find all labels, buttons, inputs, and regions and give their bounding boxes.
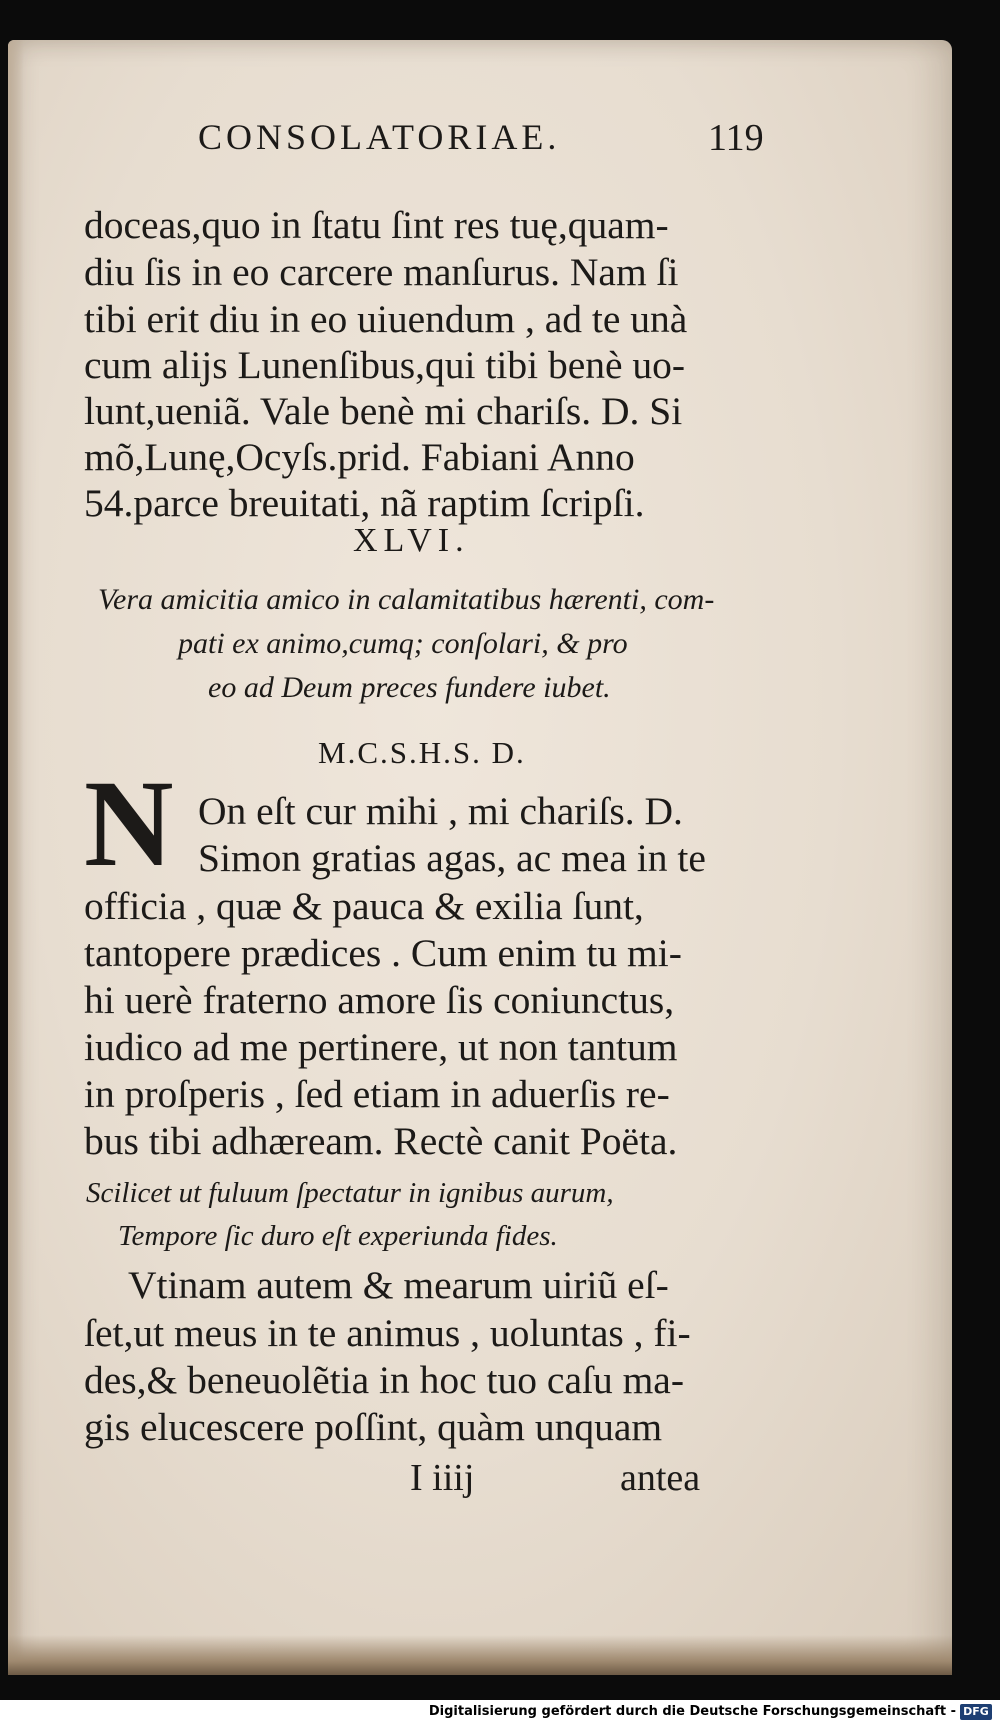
text-line: diu ſis in eo carcere manſurus. Nam ſi xyxy=(84,250,679,294)
text-line: 54.parce breuitati, nã raptim ſcripſi. xyxy=(84,481,645,525)
running-head: CONSOLATORIAE. xyxy=(198,117,561,157)
summary-line: Vera amicitia amico in calamitatibus hærenti, com- xyxy=(98,583,715,616)
salutation: M.C.S.H.S. D. xyxy=(318,735,526,770)
letter-number-heading: XLVI. xyxy=(353,522,470,559)
text-line: Vtinam autem & mearum uiriũ eſ- xyxy=(128,1263,669,1307)
text-line: iudico ad me pertinere, ut non tantum xyxy=(84,1025,678,1069)
text-line: Simon gratias agas, ac mea in te xyxy=(198,836,706,880)
text-line: mõ,Lunę,Ocyſs.prid. Fabiani Anno xyxy=(84,435,635,479)
verse-line: Scilicet ut fuluum ſpectatur in ignibus aurum, xyxy=(86,1177,614,1209)
text-line: ſet,ut meus in te animus , uoluntas , fi- xyxy=(84,1311,691,1355)
summary-line: eo ad Deum preces fundere iubet. xyxy=(208,671,611,704)
text-line: officia , quæ & pauca & exilia ſunt, xyxy=(84,884,644,928)
text-line: On eſt cur mihi , mi chariſs. D. xyxy=(198,789,683,833)
drop-cap-initial: N xyxy=(84,755,174,892)
footer-bar xyxy=(0,1700,1000,1725)
text-line: in proſperis , ſed etiam in aduerſis re- xyxy=(84,1072,670,1116)
book-page xyxy=(8,40,952,1675)
text-line: tibi erit diu in eo uiuendum , ad te unà xyxy=(84,297,688,341)
summary-line: pati ex animo,cumq; conſolari, & pro xyxy=(178,627,628,660)
text-line: gis elucescere poſſint, quàm unquam xyxy=(84,1405,663,1449)
signature-mark: I iiij xyxy=(410,1457,475,1499)
text-line: des,& beneuolẽtia in hoc tuo caſu ma- xyxy=(84,1358,684,1402)
verse-line: Tempore ſic duro eſt experiunda fides. xyxy=(118,1220,558,1252)
dfg-logo: DFG xyxy=(960,1704,992,1720)
text-line: lunt,ueniã. Vale benè mi chariſs. D. Si xyxy=(84,389,683,433)
text-line: bus tibi adhæream. Rectè canit Poëta. xyxy=(84,1119,678,1163)
text-line: tantopere prædices . Cum enim tu mi- xyxy=(84,931,682,975)
funding-credit: Digitalisierung gefördert durch die Deutsche Forschungsgemeinschaft - xyxy=(428,1704,956,1719)
catchword: antea xyxy=(620,1457,701,1499)
text-line: hi uerè fraterno amore ſis coniunctus, xyxy=(84,978,675,1022)
text-line: doceas,quo in ſtatu ſint res tuę,quam- xyxy=(84,203,669,247)
page-gutter-shadow xyxy=(8,40,24,1675)
page-bottom-edge xyxy=(8,1635,952,1675)
text-line: cum alĳs Lunenſibus,qui tibi benè uo- xyxy=(84,343,686,387)
page-number: 119 xyxy=(708,117,764,159)
